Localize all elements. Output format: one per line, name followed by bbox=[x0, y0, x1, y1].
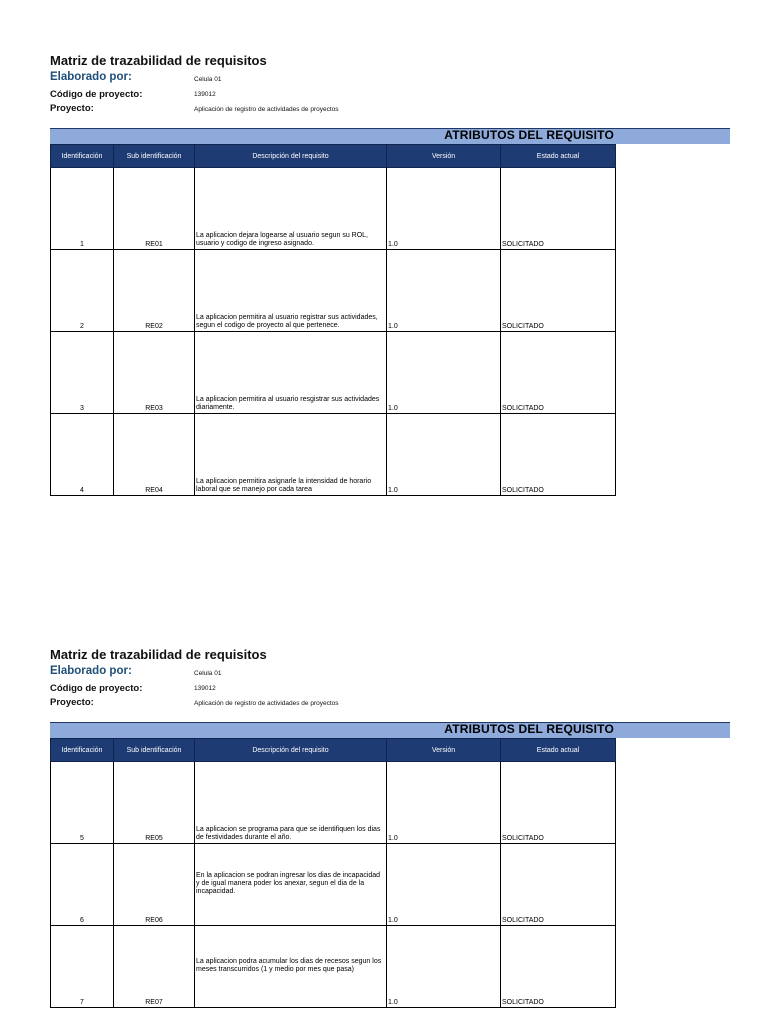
elaborado-label: Elaborado por: bbox=[50, 71, 132, 83]
proyecto-value: Aplicación de registro de actividades de proyectos bbox=[194, 700, 339, 707]
header-sub-identificacion: Sub identificación bbox=[114, 739, 195, 762]
cell-version: 1.0 bbox=[387, 414, 501, 496]
cell-id: 6 bbox=[51, 844, 114, 926]
cell-estado: SOLICITADO bbox=[501, 762, 616, 844]
header-identificacion: Identificación bbox=[51, 739, 114, 762]
cell-version: 1.0 bbox=[387, 926, 501, 1008]
header-version: Versión bbox=[387, 739, 501, 762]
cell-id: 7 bbox=[51, 926, 114, 1008]
cell-sub: RE07 bbox=[114, 926, 195, 1008]
cell-version: 1.0 bbox=[387, 332, 501, 414]
cell-version: 1.0 bbox=[387, 844, 501, 926]
header-version: Versión bbox=[387, 145, 501, 168]
table-row bbox=[51, 844, 616, 926]
proyecto-label: Proyecto: bbox=[50, 103, 94, 114]
cell-desc: La aplicacion dejara logearse al usuario segun su ROL, usuario y codigo de ingreso asignado. bbox=[195, 168, 387, 250]
table-row bbox=[51, 168, 616, 250]
proyecto-value: Aplicación de registro de actividades de proyectos bbox=[194, 106, 339, 113]
table-row bbox=[51, 926, 616, 1008]
cell-desc: La aplicacion se programa para que se identifiquen los dias de festividades durante el año. bbox=[195, 762, 387, 844]
table-row bbox=[51, 250, 616, 332]
cell-estado: SOLICITADO bbox=[501, 250, 616, 332]
cell-sub: RE02 bbox=[114, 250, 195, 332]
header-descripcion: Descripción del requisito bbox=[195, 145, 387, 168]
cell-id: 5 bbox=[51, 762, 114, 844]
attributes-band-title: ATRIBUTOS DEL REQUISITO bbox=[444, 722, 614, 736]
cell-id: 3 bbox=[51, 332, 114, 414]
cell-desc: La aplicacion permitira al usuario resgistrar sus actividades diariamente. bbox=[195, 332, 387, 414]
codigo-value: 139012 bbox=[194, 91, 216, 98]
header-identificacion: Identificación bbox=[51, 145, 114, 168]
codigo-label: Código de proyecto: bbox=[50, 89, 143, 100]
cell-sub: RE04 bbox=[114, 414, 195, 496]
cell-desc: La aplicacion permitira al usuario registrar sus actividades, segun el codigo de proyecto al que pertenece. bbox=[195, 250, 387, 332]
table-row bbox=[51, 762, 616, 844]
cell-version: 1.0 bbox=[387, 168, 501, 250]
matrix-title: Matriz de trazabilidad de requisitos bbox=[50, 53, 267, 68]
cell-desc: En la aplicacion se podran ingresar los dias de incapacidad y de igual manera poder los anexar, segun el dia de la incapacidad. bbox=[195, 844, 387, 926]
elaborado-value: Celula 01 bbox=[194, 670, 222, 677]
cell-desc: La aplicacion permitira asignarle la intensidad de horario laboral que se manejo por cada tarea bbox=[195, 414, 387, 496]
header-estado: Estado actual bbox=[501, 739, 616, 762]
codigo-label: Código de proyecto: bbox=[50, 683, 143, 694]
cell-estado: SOLICITADO bbox=[501, 926, 616, 1008]
header-descripcion: Descripción del requisito bbox=[195, 739, 387, 762]
cell-sub: RE05 bbox=[114, 762, 195, 844]
cell-estado: SOLICITADO bbox=[501, 844, 616, 926]
requirements-table bbox=[50, 738, 616, 1008]
table-row bbox=[51, 414, 616, 496]
attributes-band-title: ATRIBUTOS DEL REQUISITO bbox=[444, 128, 614, 142]
cell-version: 1.0 bbox=[387, 250, 501, 332]
cell-sub: RE01 bbox=[114, 168, 195, 250]
cell-estado: SOLICITADO bbox=[501, 414, 616, 496]
cell-id: 2 bbox=[51, 250, 114, 332]
requirements-table bbox=[50, 144, 616, 496]
cell-id: 1 bbox=[51, 168, 114, 250]
cell-estado: SOLICITADO bbox=[501, 332, 616, 414]
cell-sub: RE06 bbox=[114, 844, 195, 926]
matrix-title: Matriz de trazabilidad de requisitos bbox=[50, 647, 267, 662]
cell-id: 4 bbox=[51, 414, 114, 496]
proyecto-label: Proyecto: bbox=[50, 697, 94, 708]
cell-sub: RE03 bbox=[114, 332, 195, 414]
cell-desc: La aplicacion podra acumular los dias de recesos segun los meses transcurridos (1 y medio por mes que pasa) bbox=[195, 926, 387, 1008]
cell-version: 1.0 bbox=[387, 762, 501, 844]
header-estado: Estado actual bbox=[501, 145, 616, 168]
elaborado-label: Elaborado por: bbox=[50, 665, 132, 677]
header-sub-identificacion: Sub identificación bbox=[114, 145, 195, 168]
codigo-value: 139012 bbox=[194, 685, 216, 692]
table-row bbox=[51, 332, 616, 414]
cell-estado: SOLICITADO bbox=[501, 168, 616, 250]
elaborado-value: Celula 01 bbox=[194, 76, 222, 83]
